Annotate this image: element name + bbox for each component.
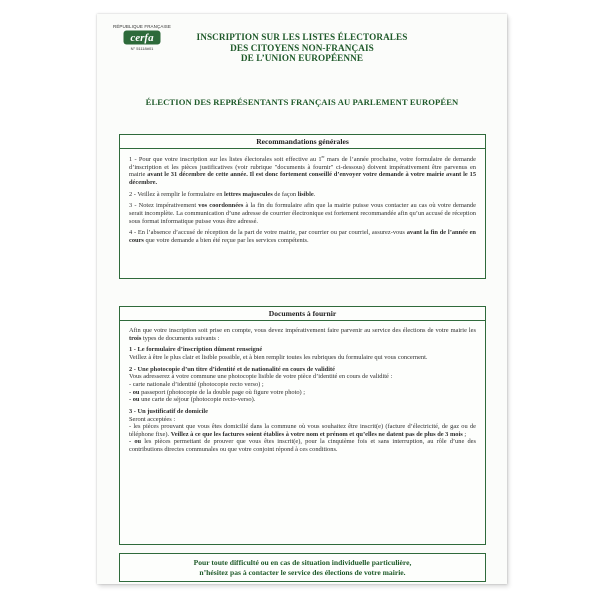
doc-section-2-item-2: - ou passeport (photocopie de la double page où figure votre photo) ;	[129, 388, 306, 396]
recommendation-2: 2 - Veillez à remplir le formulaire en lettres majuscules de façon lisible.	[129, 190, 316, 198]
footer-line-2: n’hésitez pas à contacter le service des élections de votre mairie.	[199, 568, 406, 577]
footer-line-1: Pour toute difficulté ou en cas de situation individuelle particulière,	[193, 558, 412, 567]
doc-section-2-item-3: - ou une carte de séjour (photocopie recto-verso).	[129, 396, 256, 404]
recommendation-4: 4 - En l’absence d’accusé de réception de la part de votre mairie, par courrier ou par courriel, assurez-vous avant la fin de l’année en cours que votre demande a bien été reçue par les services compétents.	[129, 229, 476, 245]
recommendations-title: Recommandations générales	[120, 135, 485, 149]
doc-section-2-item-1: - carte nationale d’identité (photocopie recto verso) ;	[129, 380, 264, 388]
doc-section-2-text: Vous adresserez à votre commune une photocopie lisible de votre pièce d’identité en cours de validité :	[129, 373, 393, 381]
title-line-3: DE L’UNION EUROPÉENNE	[240, 53, 364, 63]
doc-section-3-text: Seront acceptées :	[129, 415, 176, 423]
recommendations-box	[119, 134, 486, 279]
doc-section-1-text: Veillez à être le plus clair et lisible possible, et à bien remplir toutes les rubriques du formulaire qui vous concernent.	[129, 353, 428, 361]
recommendation-3: 3 - Notez impérativement vos coordonnées à la fin du formulaire afin que la mairie puisse vous contacter au cas où votre demande serait incomplète. La communication d’une adresse de courrier électronique est fortement recommandée afin qu’un accusé de réception sous format informatique puisse vous être adressé.	[129, 202, 476, 225]
title-line-1: INSCRIPTION SUR LES LISTES ÉLECTORALES	[196, 32, 408, 42]
doc-section-2-title: 2 - Une photocopie d’un titre d’identité et de nationalité en cours de validité	[129, 365, 335, 373]
documents-box	[119, 306, 486, 545]
page-title	[97, 32, 507, 64]
documents-body	[129, 327, 476, 453]
doc-section-1-title: 1 - Le formulaire d’inscription dûment renseigné	[129, 346, 263, 354]
doc-section-3-item-2: - ou les pièces permettant de prouver que vous êtes inscrit(e), pour la cinquième fois et sans interruption, au rôle d’une des contributions directes communales ou que votre conjoint répond à ces conditions.	[129, 438, 476, 453]
form-sheet	[97, 14, 507, 584]
documents-title: Documents à fournir	[120, 307, 485, 321]
recommendation-1: 1 - Pour que votre inscription sur les listes électorales soit effective au 1er mars de l’année prochaine, votre formulaire de demande d’inscription et les pièces justificatives (voir rubrique "documents à fournir" ci-dessous) doivent impérativement être parvenus en mairie avant le 31 décembre de cette année. Il est donc fortement conseillé d’envoyer votre demande à votre mairie avant le 15 décembre.	[129, 154, 477, 186]
republic-label: RÉPUBLIQUE FRANÇAISE	[112, 24, 171, 29]
doc-section-3-item-1: - les pièces prouvant que vous êtes domicilié dans la commune où vous souhaitez être inscrit(e) (facture d’électricité, de gaz ou de téléphone fixe). Veillez à ce que les factures soient établies à votre nom et prénom et qu’elles ne datent pas de plus de 3 mois ;	[129, 423, 476, 438]
footer-notice-box	[119, 553, 486, 582]
cerfa-logo-text: cerfa	[130, 32, 154, 44]
cerfa-number: N° 51118#01	[130, 46, 154, 51]
documents-intro: Afin que votre inscription soit prise en compte, vous devez impérativement faire parvenir au service des élections de votre mairie les trois types de documents suivants :	[129, 327, 476, 342]
doc-section-3-title: 3 - Un justificatif de domicile	[129, 407, 208, 415]
recommendations-body	[129, 153, 476, 249]
title-line-2: DES CITOYENS NON-FRANÇAIS	[230, 42, 374, 53]
page-subtitle: ÉLECTION DES REPRÉSENTANTS FRANÇAIS AU PARLEMENT EUROPÉEN	[145, 97, 459, 107]
